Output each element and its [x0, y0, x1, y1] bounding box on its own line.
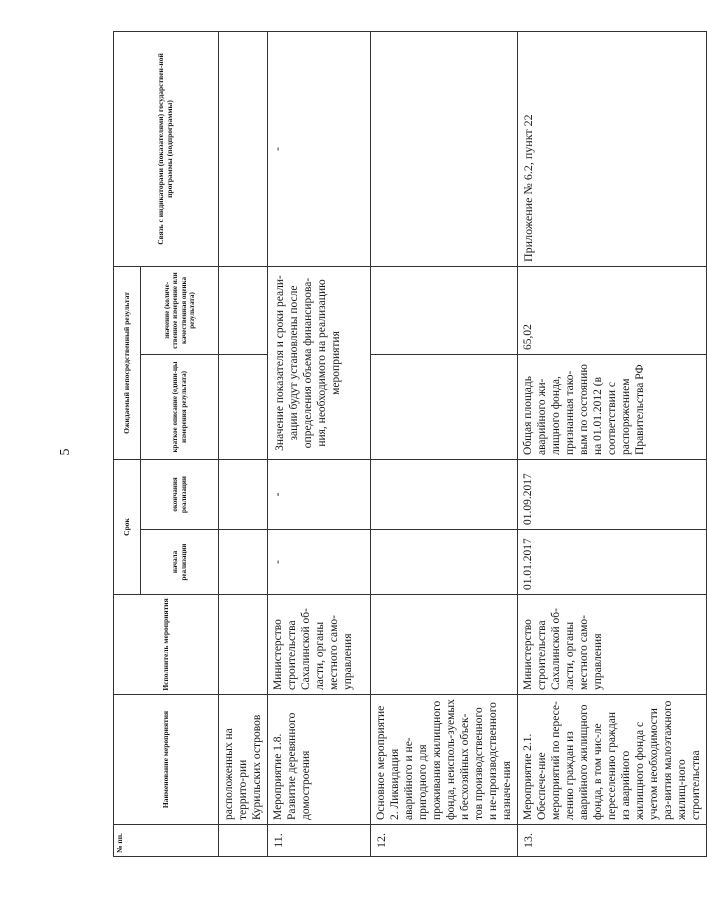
continuation-name: расположенных на террито-рии Курильских островов — [219, 695, 268, 825]
row-11-term-end: - — [268, 459, 371, 529]
table-row-11 — [268, 31, 371, 856]
row-12-term-start-cell — [371, 530, 518, 595]
header-link: Связь с индикаторами (показателями) государствен-ной программы (подпрограммы) — [114, 31, 219, 266]
row-13-term-end: 01.09.2017 — [518, 459, 707, 529]
row-12-link-cell — [371, 31, 518, 266]
continuation-executor-cell — [219, 595, 268, 695]
header-number: № пп. — [114, 825, 219, 857]
row-11-executor: Министерство строительства Сахалинской об-ласти, органы местного само-управления — [268, 595, 371, 695]
row-12-result-description-cell — [371, 354, 518, 459]
row-13-link: Приложение № 6.2, пункт 22 — [518, 31, 707, 266]
row-12-name: Основное мероприятие 2. Ликвидация аварийного и не-пригодного для проживания жилищного фонда, неисполь-зуемых и бесхозяйных объек-тов производственного и не-производственного назначе-ния — [371, 695, 518, 825]
row-13-name: Мероприятие 2.1. Обеспече-ние мероприятий по пересе-лению граждан из аварийного жилищного фонда, в том чис-ле переселению граждан из аварийного жилищного фонда с учетом необходимости раз-вития малоэтажного жилищ-ного строительства — [518, 695, 707, 825]
continuation-number-cell — [219, 825, 268, 857]
row-13-result-description: Общая площадь аварийного жи-лищного фонда, признанная тако-вым по состоянию на 01.01.2012 (в соответствии с распоряжением Правительства РФ — [518, 354, 707, 459]
header-term-end: окончания реализации — [141, 459, 219, 529]
continuation-term-start-cell — [219, 530, 268, 595]
continuation-result-description-cell — [219, 354, 268, 459]
rotated-table-frame — [113, 32, 703, 857]
row-13-result-value: 65,02 — [518, 266, 707, 354]
continuation-term-end-cell — [219, 459, 268, 529]
table-row-continuation — [219, 31, 268, 856]
table-row-13 — [518, 31, 707, 856]
row-13-executor: Министерство строительства Сахалинской об-ласти, органы местного само-управления — [518, 595, 707, 695]
row-12-term-end-cell — [371, 459, 518, 529]
row-12-number: 12. — [371, 825, 518, 857]
row-13-number: 13. — [518, 825, 707, 857]
header-executor: Исполнитель мероприятия — [114, 595, 219, 695]
row-11-term-start: - — [268, 530, 371, 595]
measures-table — [113, 31, 707, 857]
row-11-name: Мероприятие 1.8. Развитие деревянного домостроения — [268, 695, 371, 825]
row-11-result-note: Значение показателя и сроки реали-зации будут установлены после определения объема финансирова-ния, необходимого на реализацию мероприятия — [268, 266, 371, 459]
row-12-result-value-cell — [371, 266, 518, 354]
header-row — [114, 31, 141, 856]
page-number: 5 — [58, 448, 73, 456]
header-result-value: значение (количе-ственное измерение или качественная оценка результата) — [141, 266, 219, 354]
header-name: Наименование мероприятия — [114, 695, 219, 825]
row-11-link: - — [268, 31, 371, 266]
header-result: Ожидаемый непосредственный результат — [114, 266, 141, 459]
row-12-executor-cell — [371, 595, 518, 695]
header-result-description: краткое описание (едини-цы измерения результата) — [141, 354, 219, 459]
continuation-result-value-cell — [219, 266, 268, 354]
continuation-link-cell — [219, 31, 268, 266]
header-term: Срок — [114, 459, 141, 594]
table-row-12 — [371, 31, 518, 856]
header-term-start: начала реализации — [141, 530, 219, 595]
row-13-term-start: 01.01.2017 — [518, 530, 707, 595]
row-11-number: 11. — [268, 825, 371, 857]
